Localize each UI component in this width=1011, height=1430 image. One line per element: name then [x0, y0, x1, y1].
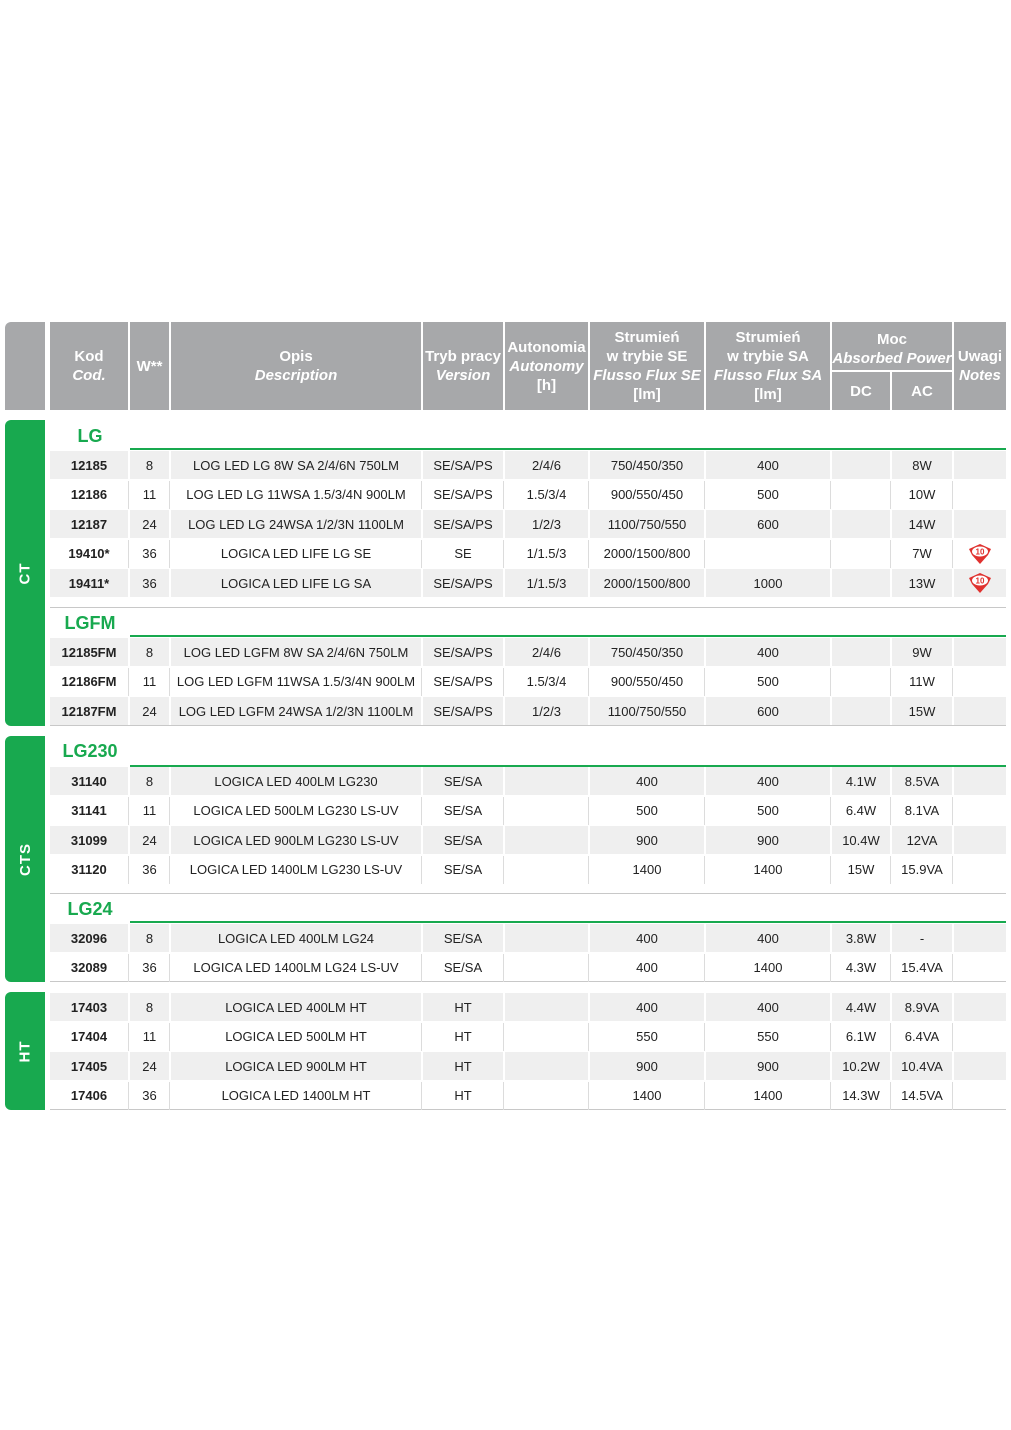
cell-dc: 3.8W [845, 930, 877, 946]
cell-se: 2000/1500/800 [603, 546, 691, 561]
table-row [50, 924, 1006, 952]
table-row [50, 797, 1006, 825]
column-separator [890, 1023, 891, 1051]
column-separator [830, 1023, 831, 1051]
column-separator [704, 668, 705, 696]
cell-w: 36 [142, 1088, 157, 1103]
header-w: W** [130, 322, 169, 410]
column-separator [169, 540, 170, 568]
cell-mode: SE/SA [443, 773, 483, 789]
cell-mode: SE/SA [443, 960, 483, 975]
cell-note [954, 697, 1006, 725]
column-separator [830, 856, 831, 884]
cell-ac: - [919, 930, 925, 946]
cell-code: 31120 [71, 862, 107, 877]
cell-aut: 2/4/6 [532, 644, 561, 660]
cell-w: 8 [145, 930, 154, 946]
cell-note [954, 954, 1006, 982]
cell-desc: LOG LED LGFM 11WSA 1.5/3/4N 900LM [176, 674, 416, 689]
column-separator [588, 481, 589, 509]
table-row [50, 1023, 1006, 1051]
cell-dc: 4.1W [845, 773, 877, 789]
column-separator [704, 540, 705, 568]
header-autonomia: Autonomia Autonomy [h] [505, 322, 588, 410]
cell-w: 24 [142, 1058, 157, 1074]
column-separator [169, 797, 170, 825]
cell-w: 36 [142, 546, 157, 561]
cell-aut [505, 767, 588, 795]
divider [130, 921, 1006, 923]
cell-se: 500 [636, 803, 658, 818]
cell-ac: 14W [908, 516, 936, 532]
cell-se: 1400 [632, 1088, 662, 1103]
cell-mode: SE/SA/PS [433, 487, 493, 502]
header-flux-se: Strumień w trybie SE Flusso Flux SE [lm] [590, 322, 704, 410]
column-separator [588, 1023, 589, 1051]
column-separator [890, 954, 891, 982]
column-separator [952, 668, 953, 696]
cell-ac: 6.4VA [904, 1029, 940, 1044]
cell-desc: LOGICA LED 400LM LG230 [214, 773, 378, 789]
cell-aut [505, 797, 588, 825]
column-separator [169, 1023, 170, 1051]
column-separator [952, 797, 953, 825]
cell-note [954, 856, 1006, 884]
cell-se: 400 [636, 930, 658, 946]
column-separator [890, 540, 891, 568]
cell-note [954, 767, 1006, 795]
section-title-lgfm: LGFM [64, 612, 116, 633]
cell-sa: 1400 [753, 862, 783, 877]
badge-label: 10 [975, 547, 985, 556]
cell-code: 12187FM [61, 703, 117, 719]
cell-note [954, 1052, 1006, 1080]
column-separator [169, 856, 170, 884]
cell-se: 550 [636, 1029, 658, 1044]
column-separator [128, 954, 129, 982]
cell-desc: LOGICA LED 1400LM LG24 LS-UV [193, 960, 399, 975]
cell-note [954, 569, 1006, 597]
cell-ac: 14.5VA [901, 1088, 943, 1103]
cell-note [954, 668, 1006, 696]
cell-desc: LOGICA LED 400LM HT [225, 999, 367, 1015]
divider [130, 448, 1006, 450]
cell-sa: 550 [757, 1029, 779, 1044]
cell-sa: 400 [757, 930, 779, 946]
cell-note [954, 638, 1006, 666]
cell-dc: 6.4W [845, 803, 877, 818]
table-row [50, 954, 1006, 982]
tab-cts: CTS [5, 736, 45, 982]
cell-w: 8 [145, 457, 154, 473]
cell-se: 400 [636, 999, 658, 1015]
column-separator [704, 856, 705, 884]
header-kod: Kod Cod. [50, 322, 128, 410]
cell-w: 24 [142, 703, 157, 719]
table-row [50, 1082, 1006, 1110]
column-separator [588, 954, 589, 982]
header-tryb: Tryb pracy Version [423, 322, 503, 410]
column-separator [952, 856, 953, 884]
column-separator [588, 1082, 589, 1110]
cell-note [954, 510, 1006, 538]
divider [50, 893, 1006, 894]
cell-dc [832, 510, 890, 538]
cell-se: 1100/750/550 [607, 516, 687, 532]
column-separator [421, 668, 422, 696]
cell-note [954, 924, 1006, 952]
cell-mode: SE/SA/PS [433, 674, 493, 689]
cell-sa [706, 540, 830, 568]
cell-ac: 8.9VA [904, 999, 940, 1015]
cell-w: 24 [142, 832, 157, 848]
cell-aut [505, 1052, 588, 1080]
cell-ac: 13W [908, 575, 936, 591]
cell-mode: SE/SA [443, 803, 483, 818]
cell-desc: LOG LED LG 11WSA 1.5/3/4N 900LM [186, 487, 406, 502]
cell-ac: 7W [912, 546, 932, 561]
column-separator [421, 954, 422, 982]
column-separator [704, 1082, 705, 1110]
cell-aut [505, 1082, 588, 1110]
column-separator [169, 668, 170, 696]
column-separator [704, 954, 705, 982]
cell-desc: LOGICA LED LIFE LG SA [220, 575, 372, 591]
cell-code: 12186FM [61, 674, 117, 689]
cell-se: 900 [636, 832, 658, 848]
section-title-lg24: LG24 [67, 898, 113, 919]
cell-sa: 600 [757, 516, 779, 532]
cell-aut [505, 993, 588, 1021]
column-separator [890, 856, 891, 884]
table-row [50, 697, 1006, 725]
cell-se: 750/450/350 [610, 457, 684, 473]
tab-ct: CT [5, 420, 45, 726]
cell-desc: LOGICA LED LIFE LG SE [220, 546, 372, 561]
cell-ac: 15.9VA [901, 862, 943, 877]
cell-sa: 400 [757, 773, 779, 789]
table-row [50, 540, 1006, 568]
cell-sa: 900 [757, 1058, 779, 1074]
column-separator [503, 668, 504, 696]
column-separator [830, 1082, 831, 1110]
cell-aut [505, 924, 588, 952]
cell-aut: 1/2/3 [532, 703, 561, 719]
cell-code: 12187 [70, 516, 108, 532]
column-separator [421, 1082, 422, 1110]
table-row [50, 638, 1006, 666]
header-blank [5, 322, 45, 410]
cell-w: 36 [142, 862, 157, 877]
column-separator [169, 481, 170, 509]
cell-code: 32089 [70, 960, 108, 975]
cell-ac: 9W [912, 644, 932, 660]
cell-ac: 10W [908, 487, 936, 502]
cell-code: 12185FM [61, 644, 117, 660]
cell-ac: 8.5VA [904, 773, 940, 789]
column-separator [421, 856, 422, 884]
column-separator [890, 1082, 891, 1110]
cell-se: 900/550/450 [610, 487, 684, 502]
cell-sa: 500 [757, 803, 779, 818]
cell-dc [832, 668, 890, 696]
cell-note [954, 540, 1006, 568]
column-separator [704, 797, 705, 825]
table-row [50, 1052, 1006, 1080]
cell-ac: 15W [908, 703, 936, 719]
cell-w: 8 [145, 999, 154, 1015]
cell-w: 11 [142, 803, 157, 818]
cell-note [954, 1082, 1006, 1110]
cell-se: 1100/750/550 [607, 703, 687, 719]
cell-note [954, 993, 1006, 1021]
cell-dc [832, 638, 890, 666]
cell-desc: LOGICA LED 500LM HT [225, 1029, 367, 1044]
divider [50, 725, 1006, 726]
table-row [50, 569, 1006, 597]
column-separator [169, 954, 170, 982]
cell-w: 36 [142, 575, 157, 591]
column-separator [128, 668, 129, 696]
cell-se: 400 [636, 960, 658, 975]
cell-sa: 400 [757, 999, 779, 1015]
cell-mode: HT [454, 1058, 472, 1074]
cell-aut: 1.5/3/4 [526, 674, 567, 689]
cell-code: 12185 [70, 457, 108, 473]
table-row [50, 993, 1006, 1021]
cell-dc [832, 451, 890, 479]
column-separator [128, 856, 129, 884]
cell-code: 17406 [70, 1088, 108, 1103]
cell-code: 17405 [70, 1058, 108, 1074]
cell-note [954, 826, 1006, 854]
cell-aut: 1/1.5/3 [526, 546, 567, 561]
cell-desc: LOGICA LED 500LM LG230 LS-UV [193, 803, 399, 818]
cell-desc: LOG LED LGFM 24WSA 1/2/3N 1100LM [178, 703, 414, 719]
cell-sa: 1400 [753, 960, 783, 975]
column-separator [830, 954, 831, 982]
cell-mode: SE/SA/PS [433, 575, 493, 591]
column-separator [704, 481, 705, 509]
cell-aut: 1/1.5/3 [526, 575, 567, 591]
column-separator [503, 1082, 504, 1110]
cell-sa: 500 [757, 487, 779, 502]
cell-sa: 600 [757, 703, 779, 719]
cell-w: 24 [142, 516, 157, 532]
cell-aut [505, 1023, 588, 1051]
cell-note [954, 797, 1006, 825]
cell-mode: SE/SA/PS [433, 644, 493, 660]
column-separator [503, 954, 504, 982]
section-title-lg230: LG230 [62, 740, 118, 761]
cell-desc: LOGICA LED 900LM LG230 LS-UV [193, 832, 399, 848]
table-row [50, 451, 1006, 479]
cell-ac: 11W [909, 674, 935, 689]
cell-desc: LOGICA LED 900LM HT [225, 1058, 367, 1074]
cell-mode: SE/SA/PS [433, 703, 493, 719]
column-separator [503, 540, 504, 568]
table-row [50, 668, 1006, 696]
column-separator [952, 954, 953, 982]
table-row [50, 510, 1006, 538]
section-title-lg: LG [77, 425, 103, 446]
cell-dc: 6.1W [845, 1029, 877, 1044]
table-row [50, 826, 1006, 854]
cell-desc: LOGICA LED 1400LM LG230 LS-UV [189, 862, 403, 877]
cell-dc: 4.3W [845, 960, 877, 975]
column-separator [503, 797, 504, 825]
header-flux-sa: Strumień w trybie SA Flusso Flux SA [lm] [706, 322, 830, 410]
cell-code: 19411* [68, 575, 110, 591]
tab-ht: HT [5, 992, 45, 1110]
table-row [50, 767, 1006, 795]
table-row [50, 856, 1006, 884]
cell-dc: 10.2W [842, 1058, 880, 1074]
header-opis: Opis Description [171, 322, 421, 410]
column-separator [588, 856, 589, 884]
cell-sa: 1000 [753, 575, 783, 591]
header-moc: Moc Absorbed Power [832, 322, 952, 370]
column-separator [830, 481, 831, 509]
column-separator [830, 668, 831, 696]
cell-code: 31141 [71, 803, 107, 818]
cell-dc [832, 697, 890, 725]
header-dc: DC [832, 372, 890, 410]
cell-w: 8 [145, 773, 154, 789]
cell-mode: SE/SA/PS [433, 516, 493, 532]
cell-sa: 900 [757, 832, 779, 848]
cell-code: 32096 [70, 930, 108, 946]
cell-sa: 400 [757, 644, 779, 660]
cell-code: 17404 [70, 1029, 108, 1044]
column-separator [421, 540, 422, 568]
cell-dc [832, 540, 890, 568]
cell-mode: SE/SA [443, 832, 483, 848]
column-separator [890, 481, 891, 509]
cell-dc: 14.3W [842, 1088, 880, 1103]
header-uwagi: Uwagi Notes [954, 322, 1006, 410]
cell-ac: 12VA [906, 832, 938, 848]
column-separator [128, 797, 129, 825]
divider [130, 635, 1006, 637]
column-separator [952, 481, 953, 509]
column-separator [503, 856, 504, 884]
cell-w: 11 [142, 1029, 157, 1044]
column-separator [588, 540, 589, 568]
warranty-10-badge-icon [966, 571, 994, 595]
cell-code: 31140 [71, 773, 107, 789]
cell-mode: HT [454, 1029, 472, 1044]
column-separator [830, 540, 831, 568]
cell-dc: 15W [847, 862, 875, 877]
column-separator [588, 797, 589, 825]
column-separator [421, 481, 422, 509]
cell-se: 750/450/350 [610, 644, 684, 660]
cell-desc: LOG LED LG 24WSA 1/2/3N 1100LM [188, 516, 404, 532]
cell-desc: LOG LED LGFM 8W SA 2/4/6N 750LM [183, 644, 409, 660]
cell-code: 17403 [70, 999, 108, 1015]
cell-note [954, 1023, 1006, 1051]
cell-code: 12186 [70, 487, 108, 502]
column-separator [421, 1023, 422, 1051]
cell-mode: SE/SA/PS [433, 457, 493, 473]
column-separator [128, 481, 129, 509]
header-ac: AC [892, 372, 952, 410]
column-separator [503, 1023, 504, 1051]
cell-aut [505, 954, 588, 982]
column-separator [588, 668, 589, 696]
table-row [50, 481, 1006, 509]
cell-sa: 1400 [753, 1088, 783, 1103]
cell-se: 2000/1500/800 [603, 575, 691, 591]
cell-code: 19410* [68, 546, 110, 561]
cell-note [954, 481, 1006, 509]
cell-sa: 500 [757, 674, 779, 689]
cell-desc: LOG LED LG 8W SA 2/4/6N 750LM [193, 457, 399, 473]
column-separator [704, 1023, 705, 1051]
column-separator [128, 540, 129, 568]
cell-w: 36 [142, 960, 157, 975]
cell-mode: SE/SA [443, 862, 483, 877]
cell-desc: LOGICA LED 1400LM HT [221, 1088, 371, 1103]
column-separator [952, 1082, 953, 1110]
cell-w: 11 [142, 674, 157, 689]
cell-ac: 15.4VA [901, 960, 943, 975]
column-separator [128, 1023, 129, 1051]
cell-aut [505, 856, 588, 884]
cell-aut [505, 826, 588, 854]
cell-mode: SE/SA [443, 930, 483, 946]
cell-se: 900 [636, 1058, 658, 1074]
divider [50, 607, 1006, 608]
cell-note [954, 451, 1006, 479]
cell-aut: 1/2/3 [532, 516, 561, 532]
cell-desc: LOGICA LED 400LM LG24 [217, 930, 375, 946]
cell-aut: 2/4/6 [532, 457, 561, 473]
cell-ac: 10.4VA [901, 1058, 943, 1074]
column-separator [128, 1082, 129, 1110]
cell-dc: 4.4W [845, 999, 877, 1015]
cell-se: 400 [636, 773, 658, 789]
cell-ac: 8.1VA [904, 803, 940, 818]
cell-se: 1400 [632, 862, 662, 877]
cell-code: 31099 [70, 832, 108, 848]
cell-ac: 8W [912, 457, 932, 473]
cell-dc: 10.4W [842, 832, 880, 848]
cell-mode: HT [454, 999, 472, 1015]
column-separator [952, 540, 953, 568]
column-separator [890, 797, 891, 825]
cell-aut: 1.5/3/4 [526, 487, 567, 502]
cell-se: 900/550/450 [610, 674, 684, 689]
cell-dc [832, 481, 890, 509]
cell-dc [832, 569, 890, 597]
cell-sa: 400 [757, 457, 779, 473]
column-separator [503, 481, 504, 509]
warranty-10-badge-icon [966, 542, 994, 566]
column-separator [890, 668, 891, 696]
cell-mode: HT [454, 1088, 472, 1103]
column-separator [421, 797, 422, 825]
badge-label: 10 [975, 576, 985, 586]
cell-mode: SE [454, 546, 472, 561]
cell-w: 8 [145, 644, 154, 660]
column-separator [169, 1082, 170, 1110]
column-separator [952, 1023, 953, 1051]
cell-w: 11 [142, 487, 157, 502]
column-separator [830, 797, 831, 825]
